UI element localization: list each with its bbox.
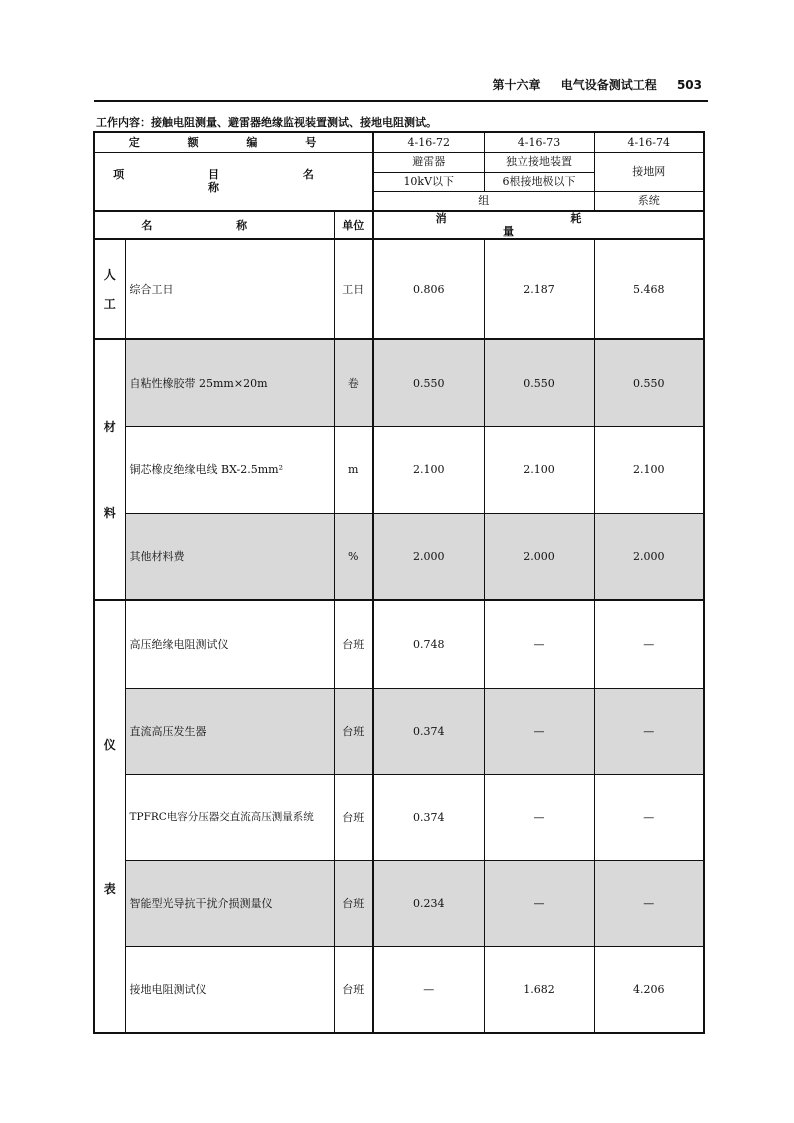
- instrument-name: 智能型光导抗干扰介损测量仪: [125, 860, 334, 946]
- instrument-v2: 1.682: [484, 946, 594, 1033]
- instrument-unit: 台班: [334, 600, 373, 688]
- material-name: 自粘性橡胶带 25mm×20m: [125, 339, 334, 426]
- labor-name: 综合工日: [125, 239, 334, 339]
- section-title: 电气设备测试工程: [560, 78, 657, 92]
- category-material: 材 料: [94, 339, 125, 600]
- spec-2: 6根接地极以下: [484, 172, 594, 191]
- labor-unit: 工日: [334, 239, 373, 339]
- spec-1: 10kV以下: [373, 172, 484, 191]
- instrument-v2: —: [484, 860, 594, 946]
- code-3: 4-16-74: [594, 132, 704, 152]
- category-labor: 人 工: [94, 239, 125, 339]
- work-content: 工作内容：接触电阻测量、避雷器绝缘监视装置测试、接地电阻测试。: [96, 116, 437, 129]
- instrument-v1: 0.234: [373, 860, 484, 946]
- material-unit: %: [334, 513, 373, 600]
- instrument-v1: 0.748: [373, 600, 484, 688]
- instrument-unit: 台班: [334, 946, 373, 1033]
- item-3: 接地网: [594, 152, 704, 191]
- page-number: 503: [676, 78, 702, 92]
- material-v2: 0.550: [484, 339, 594, 426]
- instrument-v1: 0.374: [373, 688, 484, 774]
- material-v1: 0.550: [373, 339, 484, 426]
- category-instrument: 仪 表: [94, 600, 125, 1033]
- instrument-v3: —: [594, 774, 704, 860]
- instrument-unit: 台班: [334, 860, 373, 946]
- unit-system: 系统: [594, 191, 704, 211]
- instrument-v1: 0.374: [373, 774, 484, 860]
- instrument-v2: —: [484, 600, 594, 688]
- col-name: 名 称: [94, 211, 334, 239]
- labor-v2: 2.187: [484, 239, 594, 339]
- material-v1: 2.100: [373, 426, 484, 513]
- col-consume: 消 耗 量: [373, 211, 704, 239]
- instrument-name: 高压绝缘电阻测试仪: [125, 600, 334, 688]
- material-unit: 卷: [334, 339, 373, 426]
- col-unit: 单位: [334, 211, 373, 239]
- quota-label: 定 额 编 号: [94, 132, 373, 152]
- instrument-name: 直流高压发生器: [125, 688, 334, 774]
- header-text: [477, 76, 702, 93]
- quota-table: [93, 131, 705, 1034]
- material-v1: 2.000: [373, 513, 484, 600]
- labor-v3: 5.468: [594, 239, 704, 339]
- material-v3: 2.100: [594, 426, 704, 513]
- instrument-v2: —: [484, 774, 594, 860]
- page-header: [94, 74, 708, 102]
- instrument-unit: 台班: [334, 688, 373, 774]
- item-1: 避雷器: [373, 152, 484, 172]
- material-v2: 2.000: [484, 513, 594, 600]
- item-name-label: 项 目 名 称: [94, 152, 373, 211]
- instrument-v3: —: [594, 860, 704, 946]
- material-unit: m: [334, 426, 373, 513]
- instrument-v1: —: [373, 946, 484, 1033]
- chapter-label: 第十六章: [492, 78, 541, 92]
- unit-group: 组: [373, 191, 594, 211]
- material-name: 铜芯橡皮绝缘电线 BX-2.5mm²: [125, 426, 334, 513]
- instrument-name: 接地电阻测试仪: [125, 946, 334, 1033]
- instrument-v2: —: [484, 688, 594, 774]
- item-2: 独立接地装置: [484, 152, 594, 172]
- labor-v1: 0.806: [373, 239, 484, 339]
- material-v3: 0.550: [594, 339, 704, 426]
- instrument-v3: —: [594, 600, 704, 688]
- material-v2: 2.100: [484, 426, 594, 513]
- instrument-v3: 4.206: [594, 946, 704, 1033]
- code-2: 4-16-73: [484, 132, 594, 152]
- instrument-v3: —: [594, 688, 704, 774]
- material-name: 其他材料费: [125, 513, 334, 600]
- instrument-unit: 台班: [334, 774, 373, 860]
- code-1: 4-16-72: [373, 132, 484, 152]
- material-v3: 2.000: [594, 513, 704, 600]
- instrument-name: TPFRC电容分压器交直流高压测量系统: [125, 774, 334, 860]
